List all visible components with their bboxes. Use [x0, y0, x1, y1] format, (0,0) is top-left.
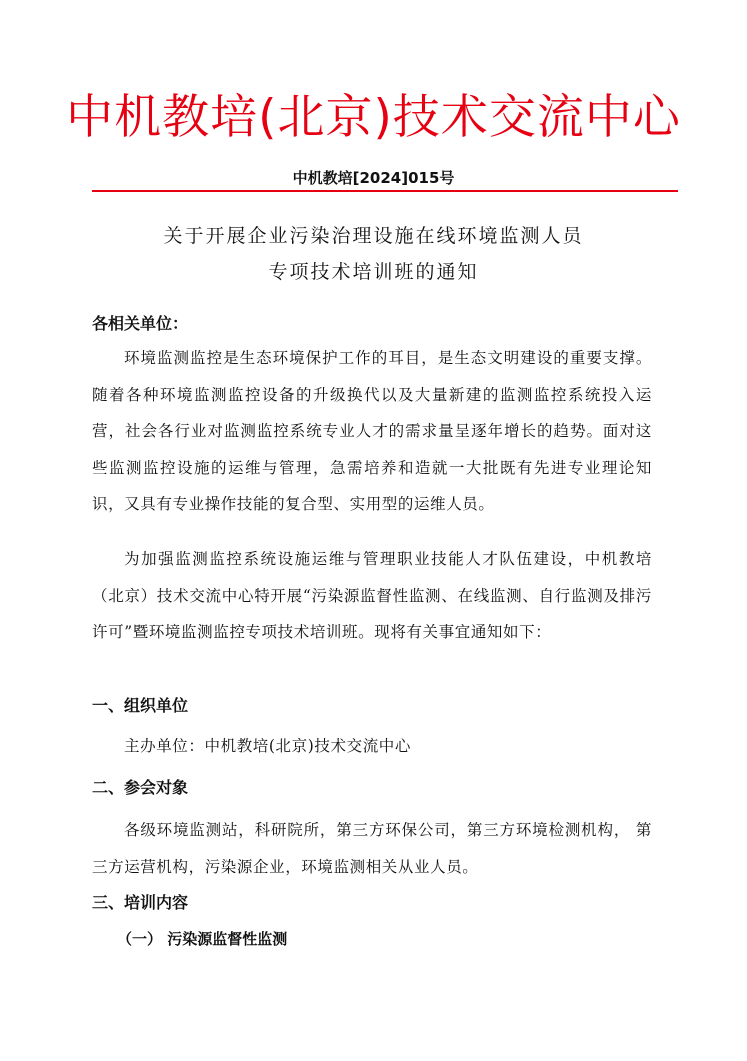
- document-number: 中机教培[2024]015号: [292, 169, 455, 187]
- subsection-heading-supervisory-monitoring: （一） 污染源监督性监测: [117, 930, 288, 948]
- notice-title-line-2: 专项技术培训班的通知: [268, 261, 479, 283]
- notice-title-line-1: 关于开展企业污染治理设施在线环境监测人员: [163, 225, 584, 247]
- section-heading-organizer: 一、组织单位: [92, 696, 189, 715]
- organizer-text: 主办单位：中机教培(北京)技术交流中心: [124, 737, 411, 755]
- salutation: 各相关单位：: [92, 314, 189, 333]
- purpose-paragraph: 为加强监测监控系统设施运维与管理职业技能人才队伍建设，中机教培（北京）技术交流中心特开展“污染源监督性监测、在线监测、自行监测及排污许可”暨环境监测监控专项技术培训班。现将有关事宜通知如下：: [92, 550, 652, 641]
- red-divider-rule: [92, 190, 678, 192]
- participants-paragraph: 各级环境监测站，科研院所，第三方环保公司，第三方环境检测机构， 第三方运营机构，污染源企业，环境监测相关从业人员。: [92, 821, 652, 876]
- section-heading-participants: 二、参会对象: [92, 778, 189, 797]
- section-heading-training-content: 三、培训内容: [92, 893, 189, 912]
- intro-paragraph: 环境监测监控是生态环境保护工作的耳目，是生态文明建设的重要支撑。随着各种环境监测监控设备的升级换代以及大量新建的监测监控系统投入运营，社会各行业对监测监控系统专业人才的需求量呈逐年增长的趋势。面对这些监测监控设施的运维与管理，急需培养和造就一大批既有先进专业理论知识，又具有专业操作技能的复合型、实用型的运维人员。: [92, 349, 652, 513]
- masthead-title: 中机教培(北京)技术交流中心: [66, 90, 681, 145]
